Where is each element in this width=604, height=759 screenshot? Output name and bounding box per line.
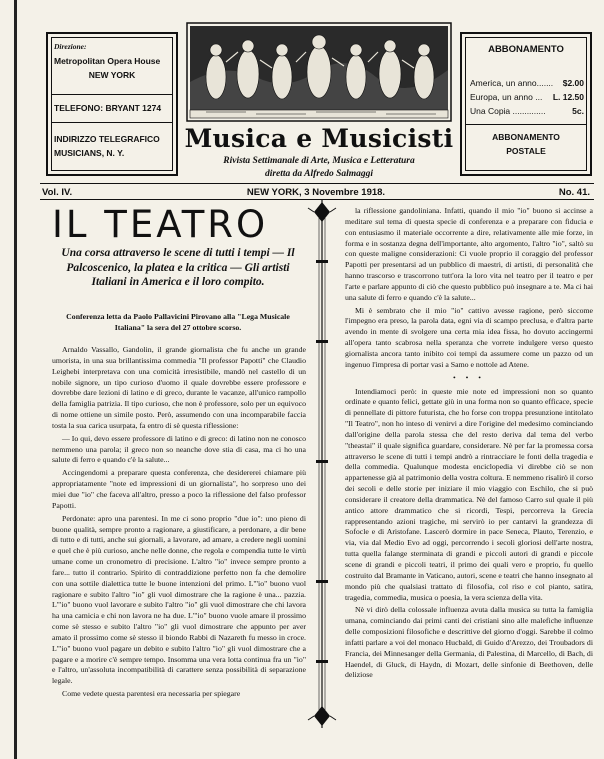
direction-label: Direzione: xyxy=(54,42,87,51)
price-label: America, un anno....... xyxy=(470,78,554,88)
binding-edge xyxy=(14,0,17,759)
price-row xyxy=(470,92,584,102)
paragraph: la riflessione gandoliniana. Infatti, quando il mio "io" buono si accinse a meditare sul tema di questa specie di conferenza e a preparare con fiducia e con entusiasmo il materiale occorrente a dire, relativamente alle mie forze, in forma e in sostanza degna dell'importante, alto argomento, l'altro "io", saltò su con queste maligne considerazioni: Ci vuole proprio il coraggio del professor Papotti per presentarsi ad un pubblico di maestri, di artisti, di personalità che hanno trascorso e trascorrono tutt'ora la loro vita nel teatro per il teatro e per l'arte e parlare appunto di ciò che questo pubblico può insegnare a te. Ma ci hai una salute di ferro e quando c'è la salute... xyxy=(345,206,593,302)
price-value: 5c. xyxy=(572,106,584,116)
issue-number: No. 41. xyxy=(558,187,590,198)
price-value: $2.00 xyxy=(562,78,584,88)
editorial-office-box xyxy=(46,32,178,176)
masthead-title: Musica e Musicisti xyxy=(184,124,454,153)
article-title: IL TEATRO xyxy=(52,203,269,246)
phone-line: TELEFONO: BRYANT 1274 xyxy=(54,103,162,113)
article-column-right xyxy=(345,206,593,683)
box-divider xyxy=(52,94,172,95)
issue-date: NEW YORK, 3 Novembre 1918. xyxy=(246,187,386,198)
subscription-box xyxy=(460,32,592,176)
paragraph: — Io qui, devo essere professore di latino e di greco: di latino non ne conosco nemmeno una parola; il greco non so neanche dove stia di casa, ma ci ho una salute di ferro e quando c'è la salute... xyxy=(52,433,306,465)
box-divider xyxy=(52,122,172,123)
subscription-title: ABBONAMENTO xyxy=(488,44,564,55)
masthead-illustration xyxy=(186,22,452,122)
paragraph: Perdonate: apro una parentesi. In me ci sono proprio "due io": uno pieno di buone qualità, sempre pronto a ragionare, a giustificare, a perdonare, a dir bene di tutto e di tutti, anche sui giornali, a lavorare, ad amare, a credere negli uomini e quel che è più curioso, anche nelle donne, che regola e compendia tutte le virtù umane come un cronometro di precisione. L'altro "io" invece sempre pronto a fare... tutto il contrario. Spirito di contraddizione perfetto non fa che demolire con una sottile dialettica tutte le buone intenzioni del primo. L'"io" buono vuol ragionare e subito l'altro "io" gli vuol dimostrare che la ragione è una... pazzia. L'"io" buono vuol lavorare e subito l'altro "io" gli vuol dimostrare che chi lavora ha una camicia e chi non lavora ne ha due. L'"io" buono vuole amare il prossimo come sè stesso e subito l'altro "io" gli vuol dimostrare che appunto per aver amato il prossimo come sè stesso il biondo Rabbi di Nazareth fu messo in croce. L'"io" buono vuol pagare un debito e subito l'altro "io" gli vuol dimostrare che a pagare e a morire c'è sempre tempo. Insomma una vera lotta continua fra un "io" e l'altro, un'assoluta incompatibilità di carattere senza possibilità di separazione legale. xyxy=(52,513,306,686)
address-line-2: NEW YORK xyxy=(88,70,136,80)
price-row xyxy=(470,106,584,116)
article-subtitle: Una corsa attraverso le scene di tutti i tempi — Il Palcoscenico, la platea e la critica — Gli artisti Italiani in America e il loro compito. xyxy=(61,247,295,288)
masthead-subtitle: Rivista Settimanale di Arte, Musica e Letteratura xyxy=(223,156,415,166)
paragraph: Nè vi dirò della colossale influenza avuta dalla musica su tutta la famiglia umana, cominciando dai primi canti dei cristiani sino alle malefiche influenze delle composizioni filosofiche e descrittive del giorno d'oggi. Sarebbe il colmo infatti parlare a voi del monaco Hucbald, di Guido d'Arezzo, dei Troubadors di Francia, dei Minnesanger della Germania, di Palestina, di Marcello, di Bach, di Haendel, di Gluck, di Haydn, di Mozart, delle sinfonie di Beethoven, delle deliziose xyxy=(345,605,593,680)
paragraph: Accingendomi a preparare questa conferenza, che desidererei chiamare più appropriatamente "note ed impressioni di un giornalista", ho sorpreso uno dei miei due "io" che faceva all'altro, presso a poco la riflessione del falso professor Papotti. xyxy=(52,468,306,510)
postal-line-1: ABBONAMENTO xyxy=(492,132,560,142)
address-line-1: Metropolitan Opera House xyxy=(54,56,161,66)
section-break: • • • xyxy=(452,372,486,382)
volume-label: Vol. IV. xyxy=(42,187,73,198)
article-note: Conferenza letta da Paolo Pallavicini Pirovano alla "Lega Musicale Italiana" la sera del 27 ottobre scorso. xyxy=(66,312,290,332)
price-value: L. 12.50 xyxy=(552,92,584,102)
paragraph: Mi è sembrato che il mio "io" cattivo avesse ragione, però siccome l'impegno era preso, la parola data, egni via di scampo preclusa, e d'altra parte avendo in mente di svolgere una certa mia idea fissa, ho dovuto accingermi all'opera tanto scabrosa nella speranza che vorrete indulgere verso questo giornalista ancora tanto inibito coi tempi da assumere come un pazzo od un ingenuo l'impresa di portar vasi a Samo e nottole ad Atene. xyxy=(345,305,593,369)
masthead-director: diretta da Alfredo Salmaggi xyxy=(264,169,374,179)
dateline-rule-top xyxy=(40,183,594,184)
article-column-left xyxy=(52,345,306,702)
paragraph: Intendiamoci però: in queste mie note ed impressioni non so quanto ordinate e quanto felici, gettate giù in una forma non so quanto efficace, specie di pennellate di pittore futurista, che ho forse con troppa presunzione intitolato "Il Teatro", non ho inteso di venirvi a dire l'origine del medesimo cominciando dall'origine della parola stessa che del resto deriva dal tema del verbo "theastai" il quale significa guardare, considerare. Nè per far la promessa corsa attraverso le scene di tutti i tempi andrò a rintracciare le fonti della tragedia e della commedia. Qualunque modesta enciclopedia vi direbbe ciò se non appartenesse già al patrimonio della vostra coltura. E nemmeno risalirò il corso dei secoli e delle storie per iniziare il mio viaggio con Eschilo, che si può considerare il creatore della drammatica. Nè del famoso Carro sul quale il più antico attore drammatico che si ricordi, Tespi, percorreva la Grecia rappresentando azioni tragiche, mi servirò io per cantarvi la grandezza di Sofocle e di Aristofane. Lascerò dormire in pace Seneca, Plauto, Terenzio, e via, via dal Medio Evo ad oggi, percorrendo i secoli gloriosi dell'arte nostra, tutta quella falange sterminata di grandi e piccoli autori di grandi e piccole scene di grandi e piccoli teatri, il primo dei quali vero e proprio, fu quello costruito dal Bramante in Vaticano, autori, scene e teatri che hanno insegnato al mondo più che qualsiasi trattato di filosofia, col riso e col pianto, satira, tragedia, commedia, musica o poesia, la vera scienza della vita. xyxy=(345,386,593,602)
price-label: Una Copia .............. xyxy=(470,106,546,116)
paragraph: Come vedete questa parentesi era necessaria per spiegare xyxy=(62,689,241,699)
postal-line-2: POSTALE xyxy=(506,146,546,156)
price-label: Europa, un anno ... xyxy=(470,92,543,102)
price-row xyxy=(470,78,584,88)
paragraph: Arnaldo Vassallo, Gandolin, il grande giornalista che fu anche un grande umorista, in una sua brillantissima commedia "Il professor Papotti" che Claudio Leighebi interpretava con una comicità irresistibile, mandò nel castello di un nobile signore, un tipo curioso d'uomo il quale dovrebbe essere professore e dovrebbe dare lezioni di latino e di greco, durante le vacanze, all'unico rampollo della famiglia patrizia. Il tipo curioso, che non è professore, solo per un equivoco di nome ottiene un simile posto. Però, assumendo con una incomparabile faccia tosta la sua carica usurpata, fa entro di sè questa riflessione: xyxy=(52,345,306,430)
box-divider xyxy=(466,124,586,125)
telegraph-line-2: MUSICIANS, N. Y. xyxy=(54,148,125,158)
ornamental-column-divider xyxy=(306,200,338,728)
telegraph-line-1: INDIRIZZO TELEGRAFICO xyxy=(54,134,160,144)
